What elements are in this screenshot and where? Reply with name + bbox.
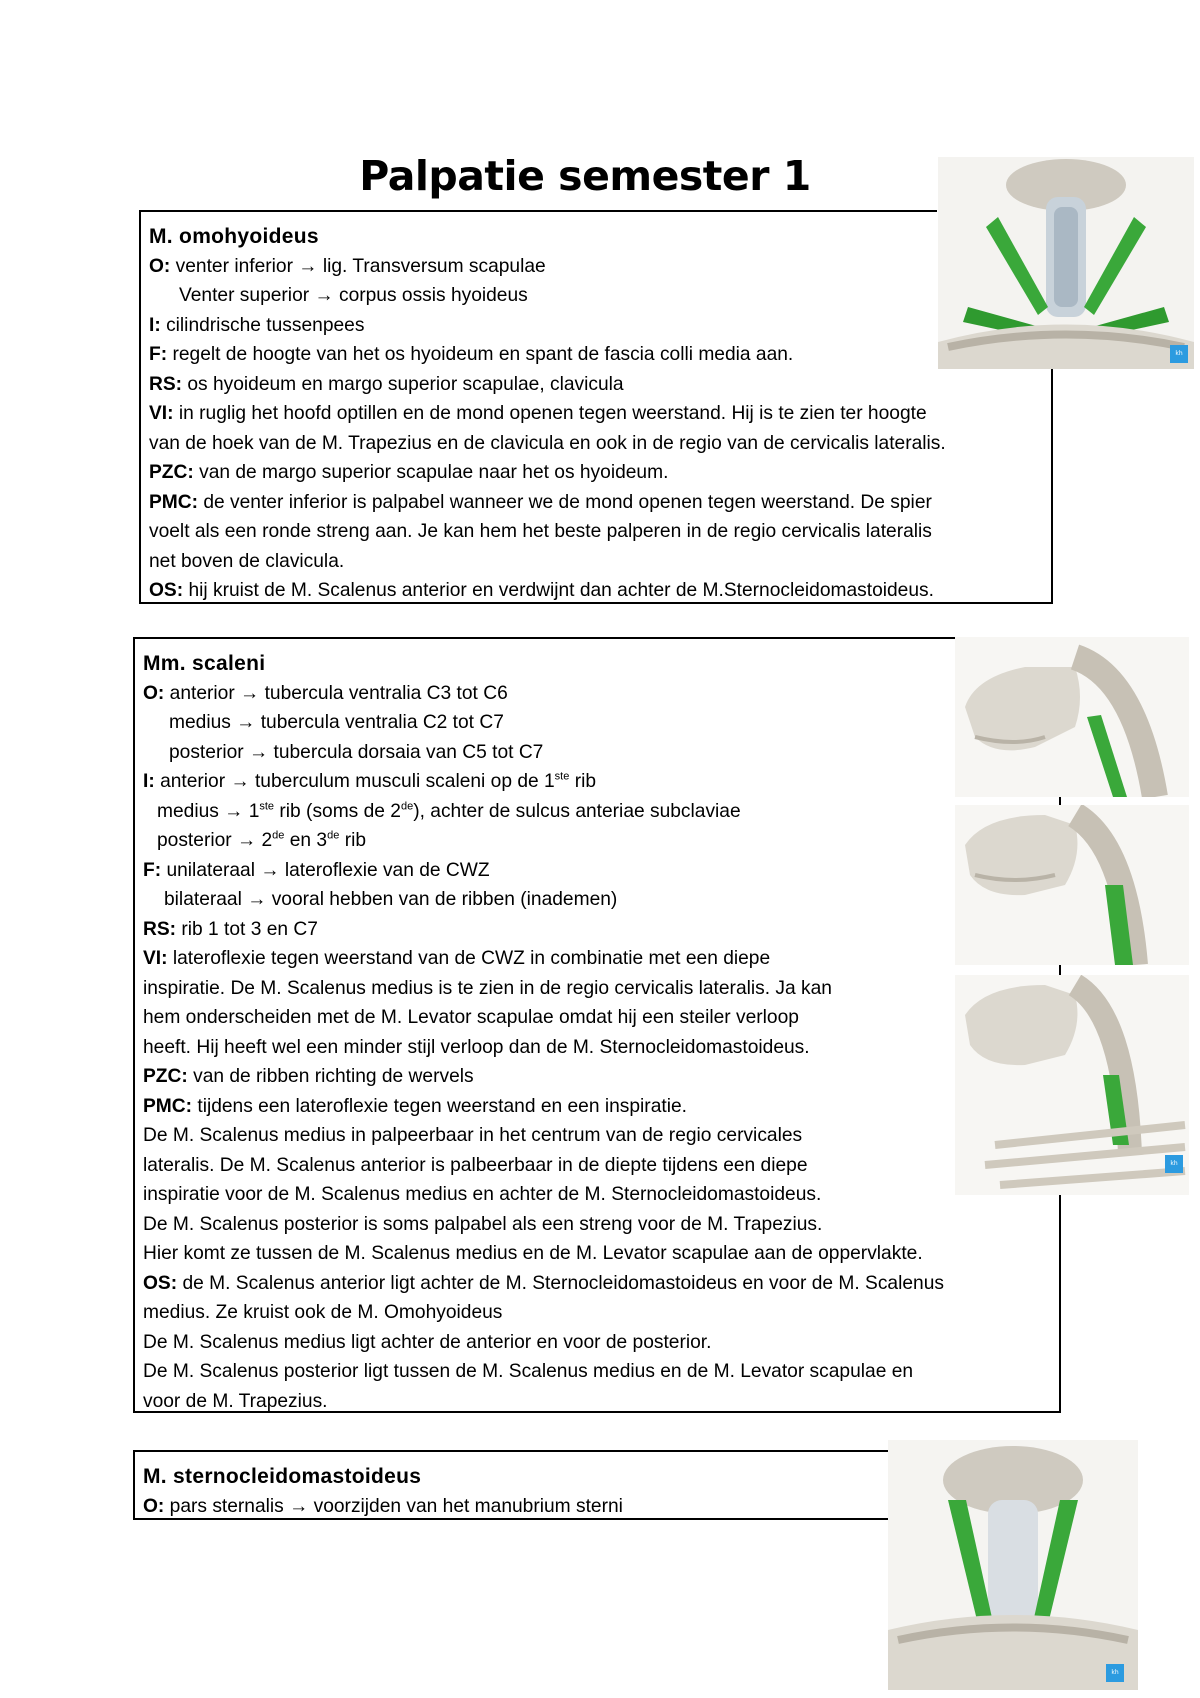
superscript: de (272, 829, 285, 842)
text-line (149, 311, 946, 341)
line-text: posterior → tubercula dorsaia van C5 tot C7 (169, 741, 544, 763)
scalenus-posterior-illustration-icon (955, 975, 1189, 1195)
line-text: van de ribben richting de wervels (187, 1066, 474, 1087)
line-text: pars sternalis → voorzijden van het manubrium sterni (164, 1495, 623, 1517)
line-text: rib (569, 771, 597, 792)
text-line (149, 252, 946, 282)
line-text: tijdens een lateroflexie tegen weerstand en een inspiratie. (192, 1095, 687, 1117)
page-title: Palpatie semester 1 (359, 152, 811, 200)
line-label: O: (149, 255, 171, 277)
line-text: medius → tubercula ventralia C2 tot C7 (169, 712, 504, 733)
section-heading: M. omohyoideus (149, 225, 319, 248)
superscript: de (400, 800, 414, 813)
text-line (149, 517, 946, 547)
text-line (143, 1210, 944, 1240)
line-text: posterior → 2 (157, 830, 273, 851)
line-text: net boven de clavicula. (149, 550, 345, 572)
text-line (143, 1387, 944, 1417)
line-text: os hyoideum en margo superior scapulae, clavicula (182, 373, 624, 395)
line-text: De M. Scalenus posterior is soms palpabel als een streng voor de M. Trapezius. (143, 1213, 823, 1235)
text-line (149, 340, 946, 370)
line-label: PZC: (149, 462, 194, 483)
line-text: De M. Scalenus posterior ligt tussen de M. Scalenus medius en de M. Levator scapulae en (143, 1361, 914, 1382)
line-text: hem onderscheiden met de M. Levator scapulae omdat hij een steiler verloop (143, 1007, 799, 1028)
text-line (143, 738, 944, 768)
text-line (143, 708, 944, 738)
text-line (143, 915, 944, 945)
text-line (149, 399, 946, 429)
superscript: ste (554, 770, 570, 783)
line-text: medius. Ze kruist ook de M. Omohyoideus (143, 1302, 503, 1323)
text-line (149, 370, 946, 400)
text-line (143, 1151, 944, 1181)
line-text: venter inferior → lig. Transversum scapulae (170, 255, 546, 277)
line-text: Hier komt ze tussen de M. Scalenus medius en de M. Levator scapulae aan de oppervlakte. (143, 1243, 923, 1264)
line-label: RS: (149, 373, 183, 395)
kenhub-badge-icon: kh (1106, 1664, 1124, 1682)
line-text: medius → 1 (157, 800, 260, 822)
line-text: van de hoek van de M. Trapezius en de clavicula en ook in de regio van de cervicalis lateralis. (149, 432, 946, 454)
line-text: hij kruist de M. Scalenus anterior en verdwijnt dan achter de M.Sternocleidomastoideus. (183, 580, 934, 601)
line-text: voor de M. Trapezius. (143, 1390, 328, 1412)
text-line (149, 547, 946, 577)
line-label: VI: (143, 948, 168, 969)
line-label: F: (143, 859, 162, 881)
section-heading: M. sternocleidomastoideus (143, 1465, 422, 1488)
text-line (143, 1121, 944, 1151)
line-label: VI: (149, 403, 174, 424)
line-label: F: (149, 344, 168, 365)
text-line (143, 1003, 944, 1033)
line-text: cilindrische tussenpees (160, 314, 365, 336)
line-text: de M. Scalenus anterior ligt achter de M. Sternocleidomastoideus en voor de M. Scalenus (177, 1272, 944, 1294)
line-text: lateralis. De M. Scalenus anterior is palbeerbaar in de diepte tijdens een diepe (143, 1154, 808, 1176)
line-text: De M. Scalenus medius ligt achter de anterior en voor de posterior. (143, 1331, 712, 1353)
line-label: OS: (149, 580, 184, 601)
line-text: inspiratie voor de M. Scalenus medius en achter de M. Sternocleidomastoideus. (143, 1184, 822, 1205)
section-omohyoideus (139, 210, 1053, 604)
text-line (149, 458, 946, 488)
section-heading: Mm. scaleni (143, 652, 266, 675)
text-line (143, 1269, 944, 1299)
line-label: O: (143, 682, 165, 704)
text-line (149, 281, 946, 311)
sternocleidomastoid-illustration-icon (888, 1440, 1138, 1690)
text-line (149, 576, 946, 606)
line-label: RS: (143, 918, 177, 940)
section-scaleni (133, 637, 1061, 1413)
text-line (149, 429, 946, 459)
text-line (143, 1092, 944, 1122)
line-text: lateroflexie tegen weerstand van de CWZ in combinatie met een diepe (167, 948, 771, 969)
line-label: PMC: (149, 491, 199, 513)
superscript: de (327, 829, 340, 842)
text-line (143, 1062, 944, 1092)
line-label: I: (149, 314, 161, 336)
text-line (143, 767, 944, 797)
line-text: unilateraal → lateroflexie van de CWZ (161, 859, 490, 881)
line-text: van de margo superior scapulae naar het os hyoideum. (193, 462, 669, 483)
line-text: ), achter de sulcus anteriae subclaviae (413, 800, 741, 822)
text-line (143, 826, 944, 856)
line-text: anterior → tuberculum musculi scaleni op de 1 (154, 771, 555, 792)
line-text: anterior → tubercula ventralia C3 tot C6 (164, 682, 508, 704)
text-line (149, 488, 946, 518)
text-line (143, 1298, 944, 1328)
line-text: inspiratie. De M. Scalenus medius is te zien in de regio cervicalis lateralis. Ja kan (143, 977, 832, 999)
text-line (143, 1239, 944, 1269)
text-line (143, 944, 944, 974)
text-line (143, 679, 944, 709)
line-text: rib (soms de 2 (274, 800, 401, 822)
text-line (143, 1033, 944, 1063)
superscript: ste (259, 800, 275, 813)
text-line (143, 1328, 944, 1358)
line-text: rib 1 tot 3 en C7 (176, 918, 318, 940)
text-line (143, 856, 944, 886)
text-line (143, 885, 944, 915)
scalenus-medius-illustration-icon (955, 805, 1189, 965)
line-text: bilateraal → vooral hebben van de ribben (inademen) (164, 889, 618, 910)
line-label: O: (143, 1495, 165, 1517)
text-line (143, 1357, 944, 1387)
line-text: De M. Scalenus medius in palpeerbaar in het centrum van de regio cervicales (143, 1125, 803, 1146)
line-text: voelt als een ronde streng aan. Je kan hem het beste palperen in de regio cervicalis lateralis (149, 521, 932, 542)
text-line (143, 974, 944, 1004)
line-text: de venter inferior is palpabel wanneer we de mond openen tegen weerstand. De spier (198, 491, 932, 513)
neck-anterior-omohyoid-illustration-icon (938, 157, 1194, 369)
line-label: OS: (143, 1272, 178, 1294)
line-text: regelt de hoogte van het os hyoideum en spant de fascia colli media aan. (167, 344, 794, 365)
line-text: en 3 (284, 830, 328, 851)
line-text: Venter superior → corpus ossis hyoideus (179, 285, 528, 306)
kenhub-badge-icon: kh (1170, 345, 1188, 363)
line-text: rib (339, 830, 367, 851)
text-line (143, 1492, 623, 1522)
text-line (143, 1180, 944, 1210)
line-label: PZC: (143, 1066, 188, 1087)
kenhub-badge-icon: kh (1165, 1155, 1183, 1173)
scalenus-anterior-illustration-icon (955, 637, 1189, 797)
line-label: I: (143, 771, 155, 792)
text-line (143, 797, 944, 827)
line-text: heeft. Hij heeft wel een minder stijl verloop dan de M. Sternocleidomastoideus. (143, 1036, 810, 1058)
line-text: in ruglig het hoofd optillen en de mond openen tegen weerstand. Hij is te zien ter hoogte (173, 403, 927, 424)
line-label: PMC: (143, 1095, 193, 1117)
